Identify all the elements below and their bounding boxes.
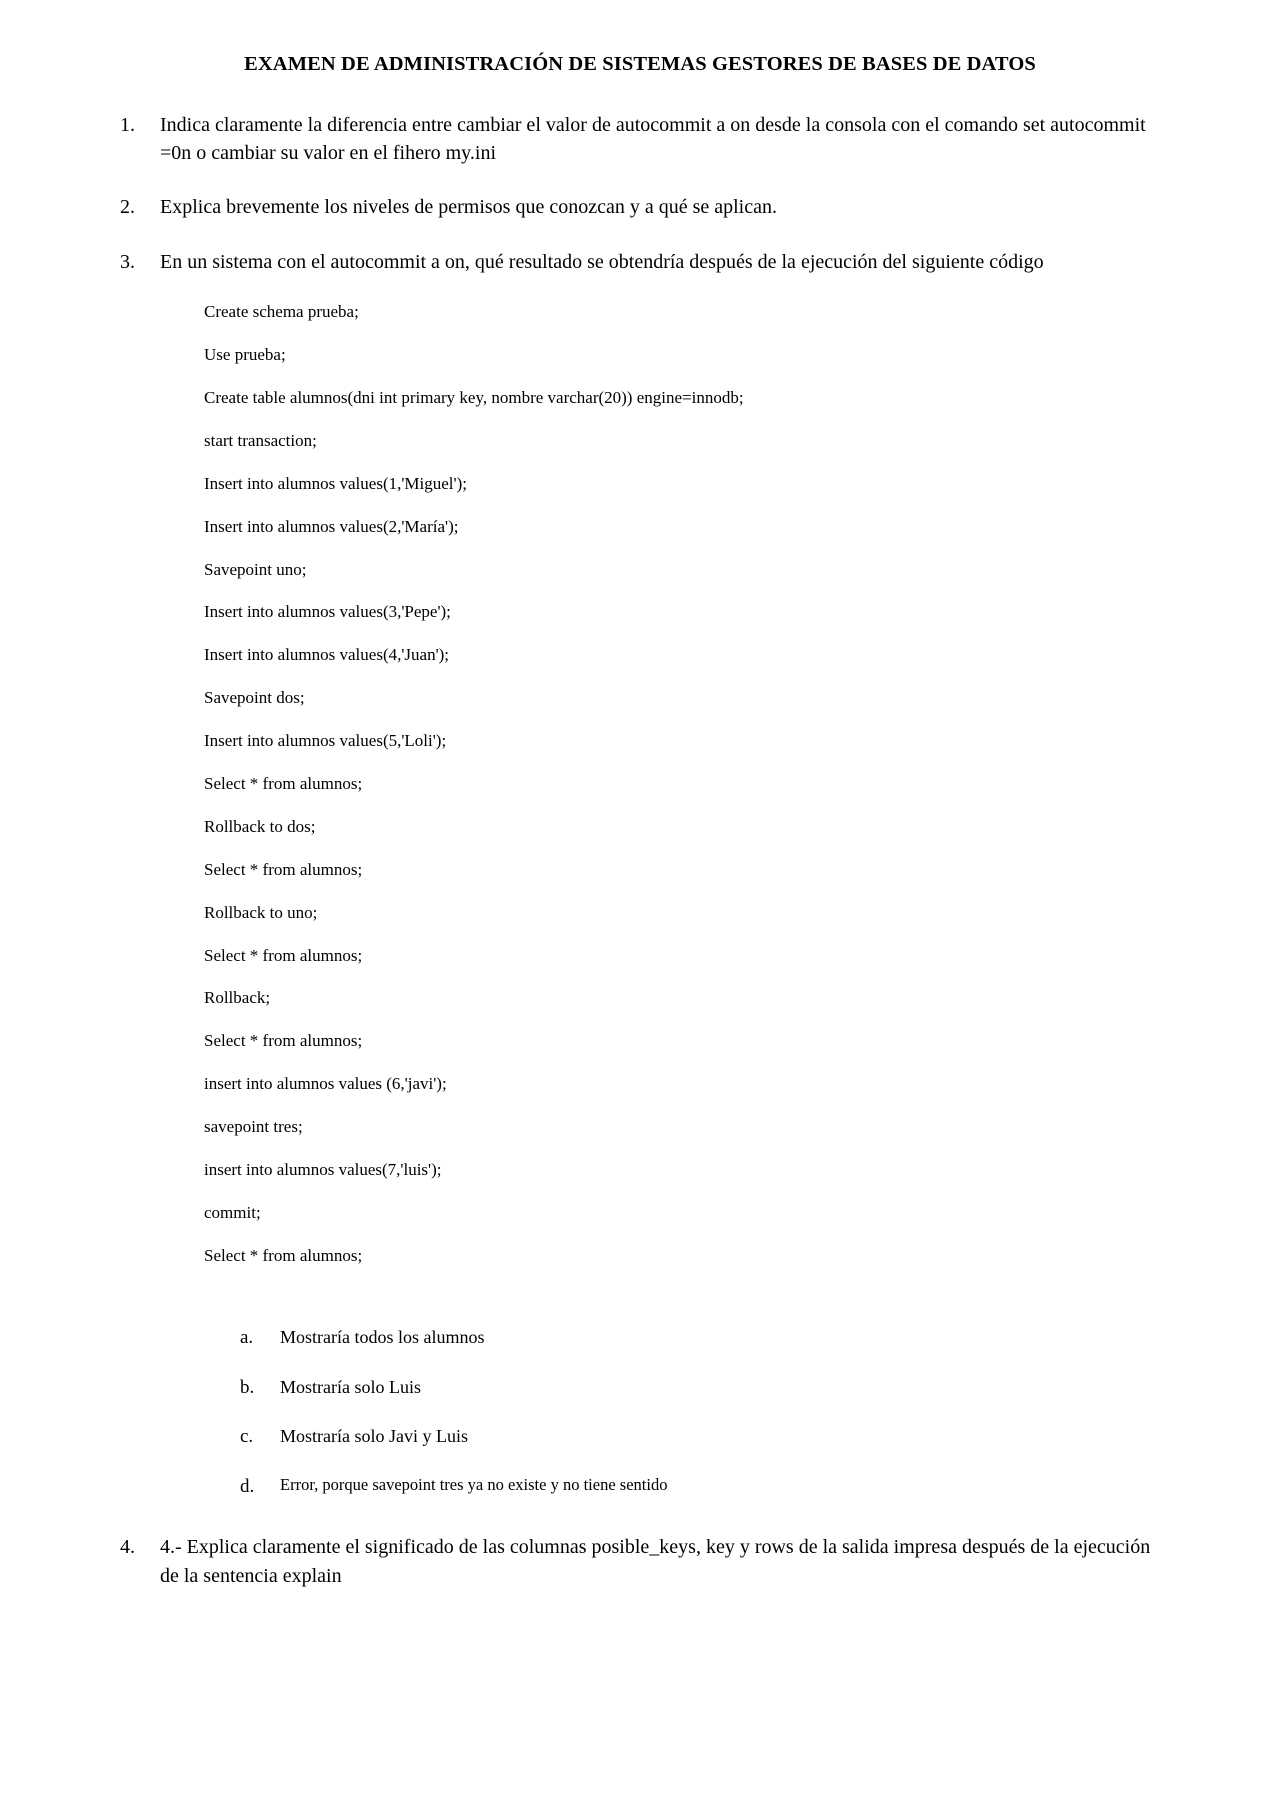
answer-option-c[interactable] (240, 1425, 1164, 1448)
answer-option-a[interactable] (240, 1326, 1164, 1349)
code-line: Create table alumnos(dni int primary key, nombre varchar(20)) engine=innodb; (204, 387, 744, 407)
option-letter: b. (240, 1376, 255, 1398)
code-line: Rollback to uno; (204, 902, 318, 922)
code-line: Select * from alumnos; (204, 773, 363, 793)
answer-option-d[interactable] (240, 1475, 1164, 1496)
option-letter: a. (240, 1327, 254, 1349)
question-number: 3. (120, 250, 135, 273)
question-item-2 (116, 193, 1164, 221)
code-line: Create schema prueba; (204, 302, 359, 322)
code-line: Insert into alumnos values(1,'Miguel'); (204, 473, 467, 493)
code-line: Savepoint dos; (204, 688, 305, 708)
code-line: savepoint tres; (204, 1117, 303, 1137)
code-line: Rollback; (204, 988, 271, 1008)
sql-code-block (160, 302, 1164, 1266)
code-line: Savepoint uno; (204, 559, 307, 579)
question-item-1 (116, 111, 1164, 168)
question-text: 4.- Explica claramente el significado de las columnas posible_keys, key y rows de la salida impresa después de la ejecución de la sentencia explain (160, 1536, 1151, 1587)
code-line: insert into alumnos values (6,'javi'); (204, 1074, 447, 1094)
question-item-4 (116, 1533, 1164, 1590)
code-line: commit; (204, 1202, 261, 1222)
option-text: Mostraría todos los alumnos (280, 1327, 485, 1348)
question-text: Explica brevemente los niveles de permisos que conozcan y a qué se aplican. (160, 196, 777, 219)
code-line: Select * from alumnos; (204, 945, 363, 965)
option-text: Error, porque savepoint tres ya no existe y no tiene sentido (280, 1474, 668, 1494)
option-text: Mostraría solo Javi y Luis (280, 1426, 468, 1447)
option-text: Mostraría solo Luis (280, 1376, 421, 1397)
page-title: EXAMEN DE ADMINISTRACIÓN DE SISTEMAS GESTORES DE BASES DE DATOS (244, 53, 1036, 75)
option-letter: d. (240, 1475, 255, 1497)
question-list (116, 111, 1164, 1590)
question-text: Indica claramente la diferencia entre cambiar el valor de autocommit a on desde la consola con el comando set autocommit =0n o cambiar su valor en el fihero my.ini (160, 113, 1146, 164)
question-text: En un sistema con el autocommit a on, qué resultado se obtendría después de la ejecución del siguiente código (160, 250, 1044, 273)
question-number: 4. (120, 1536, 135, 1559)
code-line: insert into alumnos values(7,'luis'); (204, 1159, 442, 1179)
code-line: start transaction; (204, 430, 317, 450)
answer-option-list (160, 1326, 1164, 1495)
code-line: Select * from alumnos; (204, 1245, 363, 1265)
code-line: Rollback to dos; (204, 816, 316, 836)
code-line: Insert into alumnos values(3,'Pepe'); (204, 602, 451, 622)
code-line: Insert into alumnos values(5,'Loli'); (204, 731, 447, 751)
code-line: Select * from alumnos; (204, 1031, 363, 1051)
code-line: Select * from alumnos; (204, 859, 363, 879)
code-line: Insert into alumnos values(2,'María'); (204, 516, 459, 536)
option-letter: c. (240, 1426, 254, 1448)
question-item-3 (116, 248, 1164, 1496)
code-line: Insert into alumnos values(4,'Juan'); (204, 645, 450, 665)
question-number: 1. (120, 113, 135, 136)
answer-option-b[interactable] (240, 1376, 1164, 1399)
question-number: 2. (120, 196, 135, 219)
code-line: Use prueba; (204, 345, 286, 365)
